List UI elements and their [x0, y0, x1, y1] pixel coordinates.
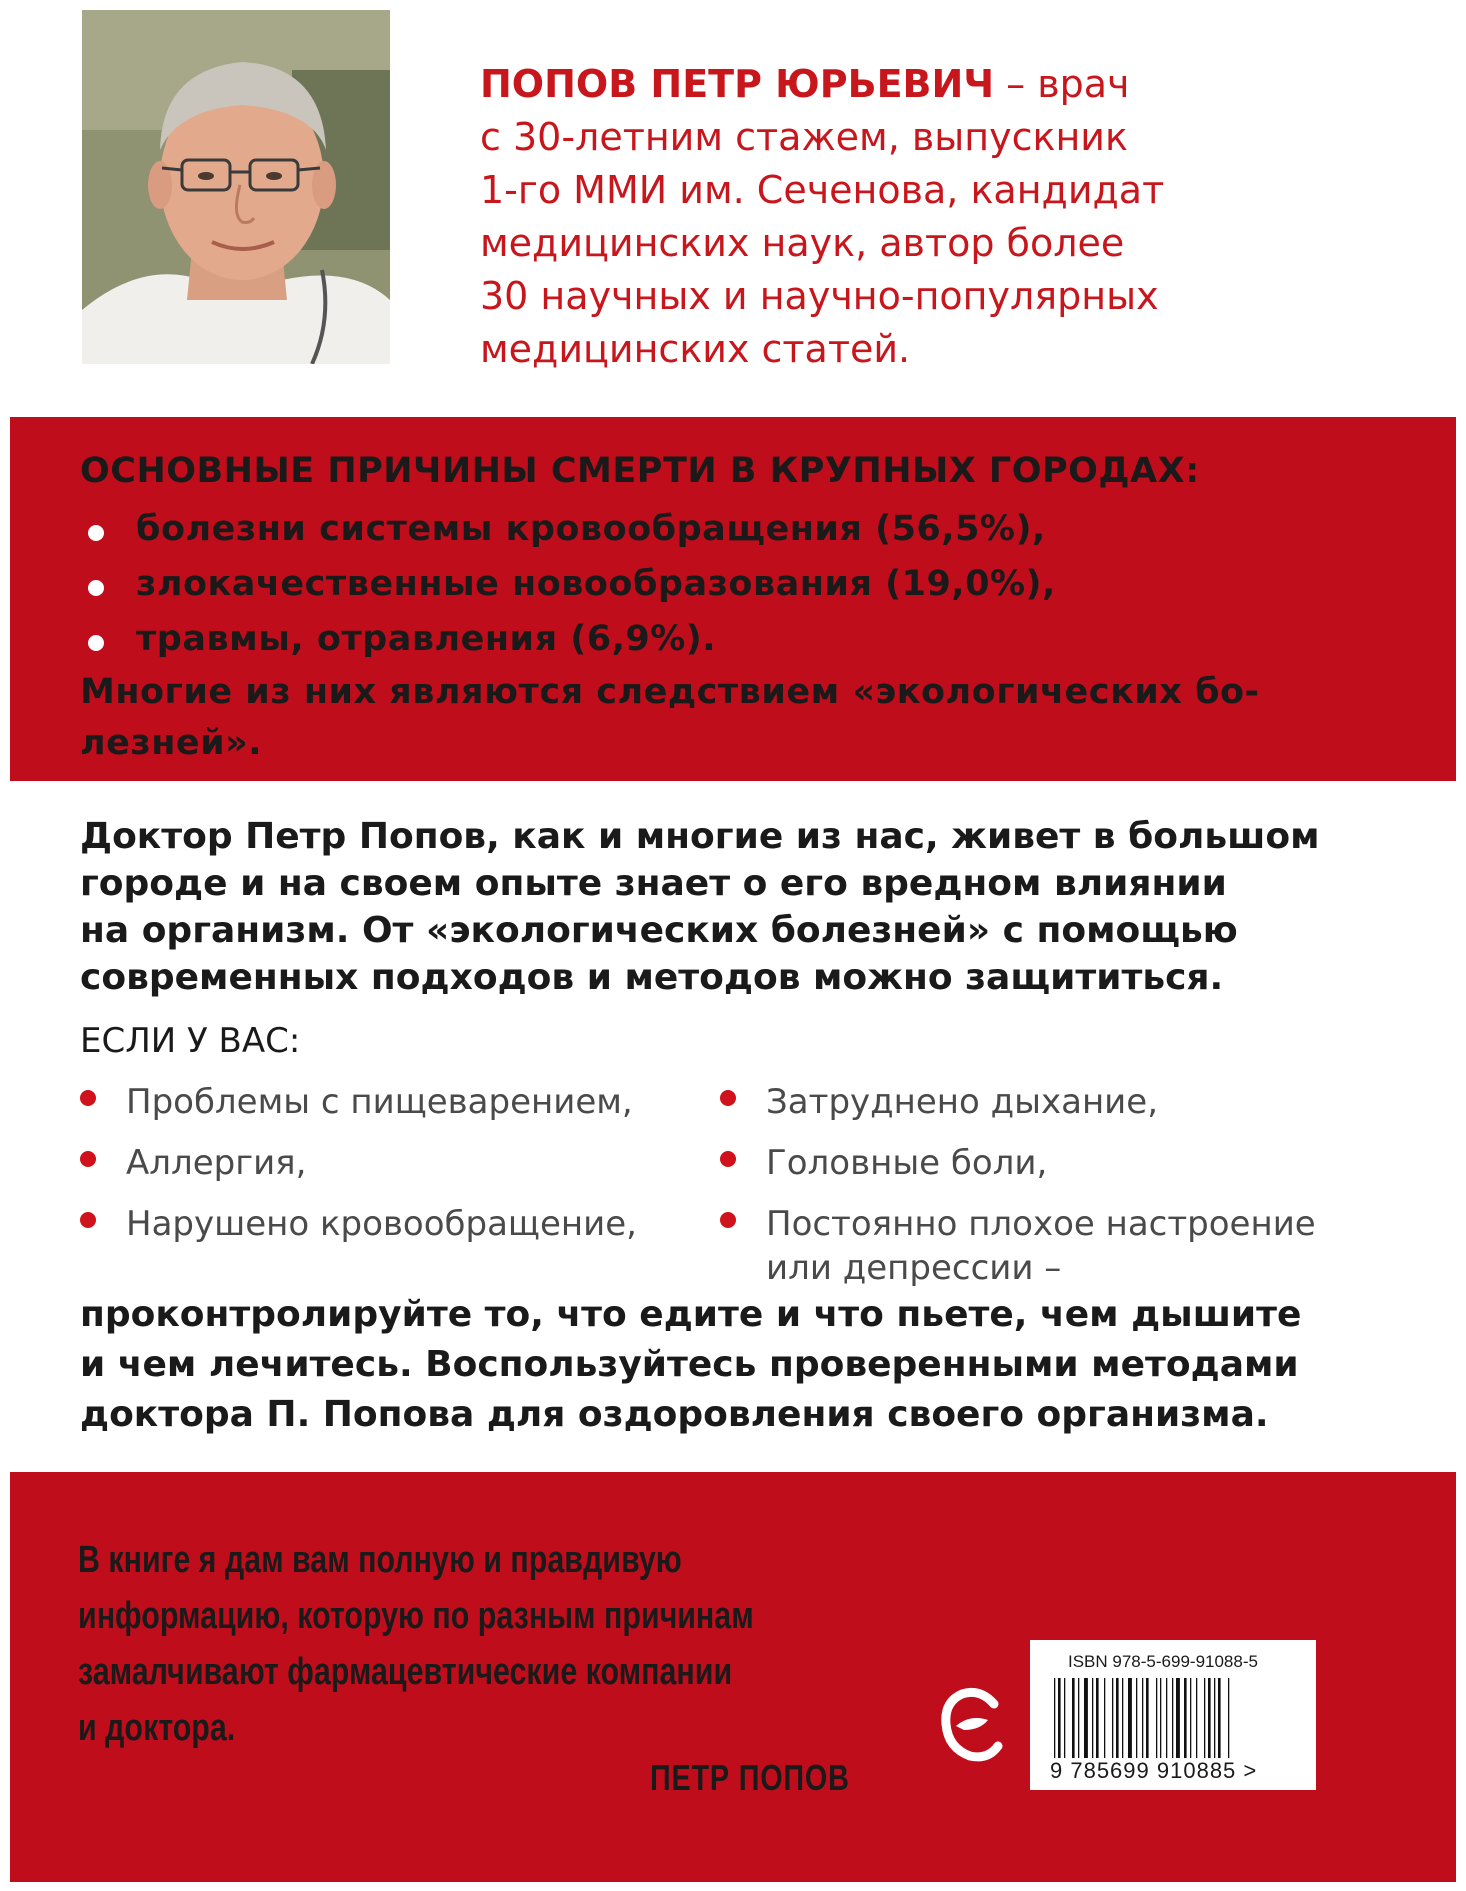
author-bio-line	[480, 58, 1380, 111]
bullet-icon	[720, 1212, 736, 1228]
symptoms-list-right	[720, 1080, 1400, 1307]
list-item: Аллергия,	[80, 1141, 680, 1185]
list-item: Нарушено кровообращение,	[80, 1202, 680, 1246]
barcode-digits: 9 785699 910885 >	[1050, 1758, 1258, 1783]
intro-paragraph: Доктор Петр Попов, как и многие из нас, живет в большом городе и на своем опыте знает о его вредном влиянии на организм. От «экологических болезней» с помощью современных подходов и методов можно защититься.	[80, 816, 1320, 998]
bullet-icon	[88, 635, 104, 651]
quote-author: ПЕТР ПОПОВ	[650, 1757, 850, 1798]
list-item: Головные боли,	[720, 1141, 1400, 1185]
author-bio-line: медицинских наук, автор более	[480, 221, 1125, 265]
barcode	[1030, 1640, 1316, 1790]
author-photo	[82, 10, 390, 364]
author-bio-text: – врач	[994, 62, 1130, 106]
causes-list	[80, 502, 1420, 667]
bullet-icon	[88, 525, 104, 541]
causes-panel	[10, 417, 1456, 781]
symptoms-list-left	[80, 1080, 680, 1263]
list-item: злокачественные новообразования (19,0%),	[80, 557, 1420, 612]
author-bio-line: 1-го ММИ им. Сеченова, кандидат	[480, 168, 1165, 212]
list-item: Затруднено дыхание,	[720, 1080, 1400, 1124]
author-bio	[480, 58, 1380, 376]
isbn-label: ISBN 978-5-699-91088-5	[1068, 1652, 1258, 1671]
bullet-icon	[80, 1090, 96, 1106]
list-item: болезни системы кровообращения (56,5%),	[80, 502, 1420, 557]
barcode-bars	[1052, 1678, 1292, 1758]
author-bio-line: 30 научных и научно-популярных	[480, 274, 1159, 318]
causes-title: ОСНОВНЫЕ ПРИЧИНЫ СМЕРТИ В КРУПНЫХ ГОРОДАХ:	[80, 451, 1200, 491]
author-name: ПОПОВ ПЕТР ЮРЬЕВИЧ	[480, 62, 995, 106]
bullet-icon	[720, 1090, 736, 1106]
bullet-icon	[88, 580, 104, 596]
advice-paragraph: проконтролируйте то, что едите и что пьете, чем дышите и чем лечитесь. Воспользуйтесь проверенными методами доктора П. Попова для оздоровления своего организма.	[80, 1294, 1302, 1435]
bullet-icon	[80, 1151, 96, 1167]
list-item: Постоянно плохое настроение или депрессии –	[720, 1202, 1400, 1290]
author-bio-line: медицинских статей.	[480, 327, 911, 371]
symptoms-heading: ЕСЛИ У ВАС:	[80, 1021, 301, 1061]
eksmo-logo-icon	[940, 1686, 1006, 1762]
list-item: травмы, отравления (6,9%).	[80, 612, 1420, 667]
bullet-icon	[80, 1212, 96, 1228]
list-item: Проблемы с пищеварением,	[80, 1080, 680, 1124]
causes-note: Многие из них являются следствием «экологических бо- лезней».	[80, 672, 1260, 763]
quote-text: В книге я дам вам полную и правдивую информацию, которую по разным причинам замалчивают фармацевтические компании и доктора.	[78, 1539, 754, 1749]
bullet-icon	[720, 1151, 736, 1167]
author-bio-line: с 30-летним стажем, выпускник	[480, 115, 1128, 159]
author-portrait-image	[82, 10, 390, 364]
